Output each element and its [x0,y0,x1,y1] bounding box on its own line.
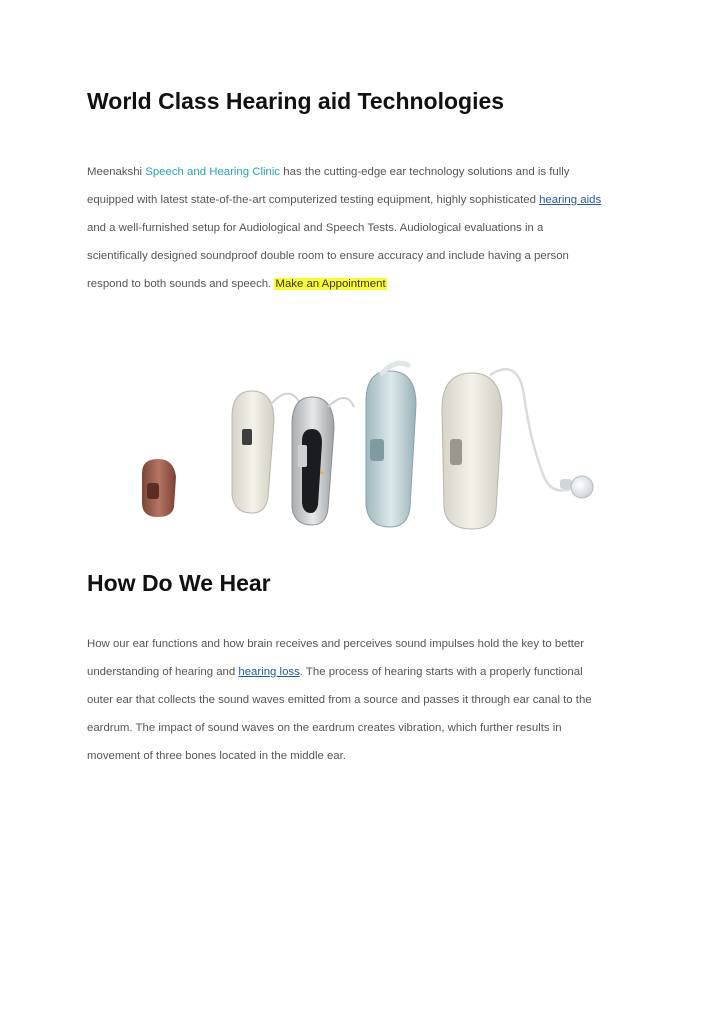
section-title-technologies: World Class Hearing aid Technologies [87,88,505,114]
hearing-aids-product-image [120,355,600,530]
paragraph-line [87,158,657,186]
bte-receiver-hearing-aid-icon [442,369,593,529]
paragraph-line [87,658,657,686]
paragraph-line: and a well-furnished setup for Audiological and Speech Tests. Audiological evaluations in a [87,222,544,234]
text-span: . The process of hearing starts with a properly functional [299,666,583,678]
paragraph-line [87,186,657,214]
bte-teal-hearing-aid-icon [366,363,416,527]
text-span: understanding of hearing and [87,666,239,678]
paragraph-line: outer ear that collects the sound waves emitted from a source and passes it through ear canal to the [87,694,592,706]
bte-black-hearing-aid-icon [292,397,354,525]
paragraph-line: movement of three bones located in the middle ear. [87,750,346,762]
paragraph-line [87,270,657,298]
text-span: Meenakshi [87,166,146,178]
section-title-how-we-hear: How Do We Hear [87,570,271,596]
paragraph-line: eardrum. The impact of sound waves on the eardrum creates vibration, which further results in [87,722,562,734]
paragraph-line: How our ear functions and how brain receives and perceives sound impulses hold the key to better [87,638,585,650]
paragraph-line: scientifically designed soundproof double room to ensure accuracy and include having a person [87,250,569,262]
itc-hearing-aid-icon [142,459,176,517]
how-we-hear-paragraph [87,630,657,770]
text-span: respond to both sounds and speech. [87,278,275,290]
technologies-paragraph [87,158,657,298]
text-span: equipped with latest state-of-the-art computerized testing equipment, highly sophisticated [87,194,540,206]
hearing-aids-link[interactable]: hearing aids [539,194,602,206]
text-span: has the cutting-edge ear technology solutions and is fully [280,166,570,178]
make-appointment-link[interactable]: Make an Appointment [275,278,386,290]
bte-beige-hearing-aid-icon [232,391,301,513]
hearing-loss-link[interactable]: hearing loss [238,666,300,678]
clinic-link[interactable]: Speech and Hearing Clinic [145,166,281,178]
